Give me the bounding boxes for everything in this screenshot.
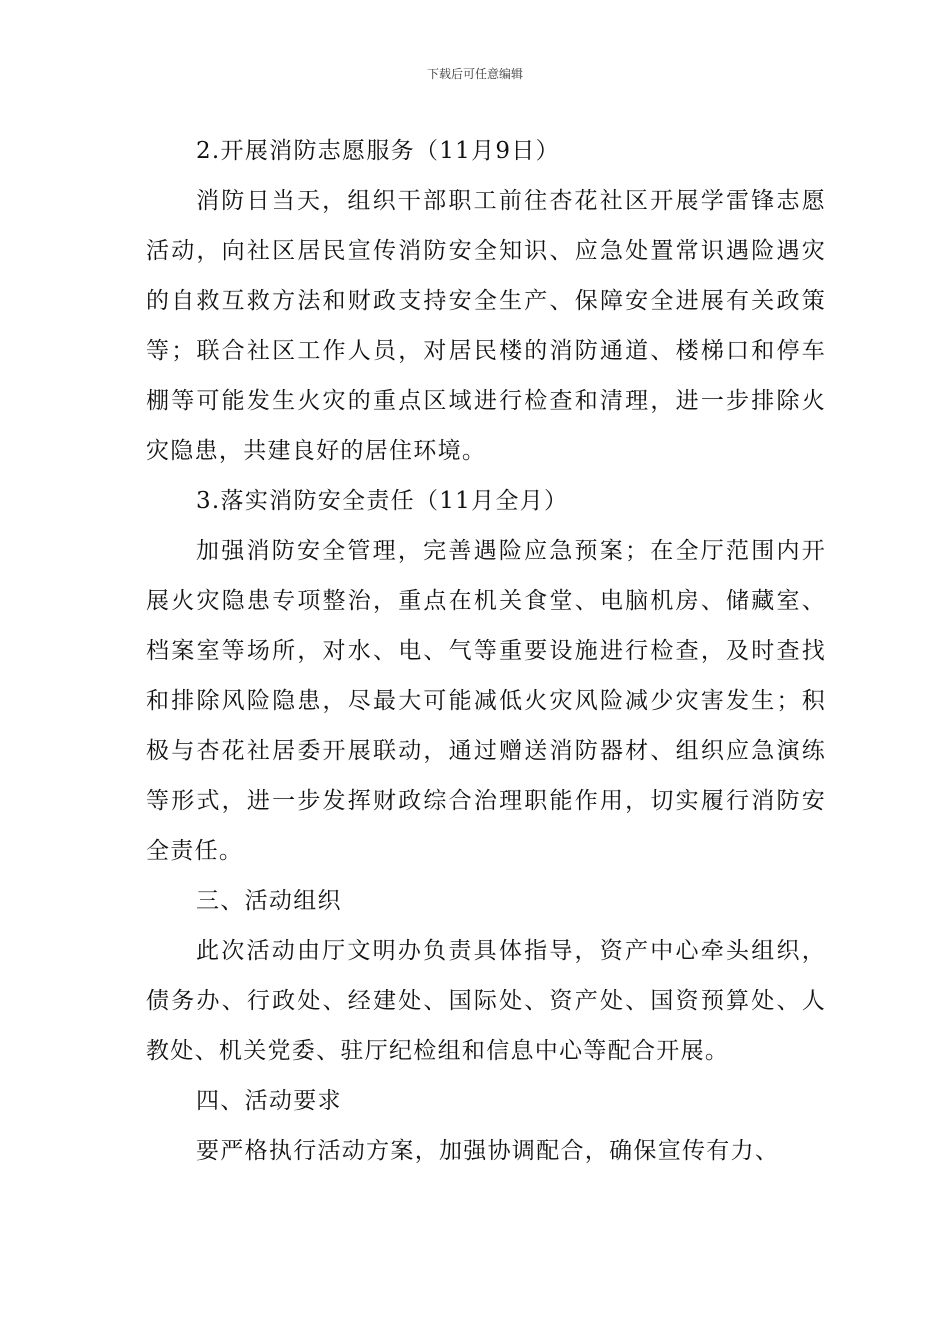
paragraph-safety-responsibility: 加强消防安全管理，完善遇险应急预案；在全厅范围内开展火灾隐患专项整治，重点在机关食堂、电脑机房、储藏室、档案室等场所，对水、电、气等重要设施进行检查，及时查找和排除风险隐患，尽最大可能减低火灾风险减少灾害发生；积极与杏花社居委开展联动，通过赠送消防器材、组织应急演练等形式，进一步发挥财政综合治理职能作用，切实履行消防安全责任。 (146, 538, 826, 864)
paragraph-activity-requirements: 要严格执行活动方案，加强协调配合，确保宣传有力、 (196, 1138, 780, 1164)
subsection-heading-safety-responsibility: 3.落实消防安全责任（11月全月） (196, 488, 569, 514)
section-heading-activity-organization: 三、活动组织 (196, 888, 342, 914)
paragraph-volunteer-service: 消防日当天，组织干部职工前往杏花社区开展学雷锋志愿活动，向社区居民宣传消防安全知识、应急处置常识遇险遇灾的自救互救方法和财政支持安全生产、保障安全进展有关政策等；联合社区工作人员，对居民楼的消防通道、楼梯口和停车棚等可能发生火灾的重点区域进行检查和清理，进一步排除火灾隐患，共建良好的居住环境。 (146, 188, 826, 464)
section-heading-activity-requirements: 四、活动要求 (196, 1088, 342, 1114)
subsection-heading-volunteer-service: 2.开展消防志愿服务（11月9日） (196, 138, 560, 164)
page-header-note: 下载后可任意编辑 (426, 67, 523, 81)
document-body (146, 126, 826, 1176)
paragraph-activity-organization: 此次活动由厅文明办负责具体指导，资产中心牵头组织，债务办、行政处、经建处、国际处、资产处、国资预算处、人教处、机关党委、驻厅纪检组和信息中心等配合开展。 (146, 938, 826, 1064)
